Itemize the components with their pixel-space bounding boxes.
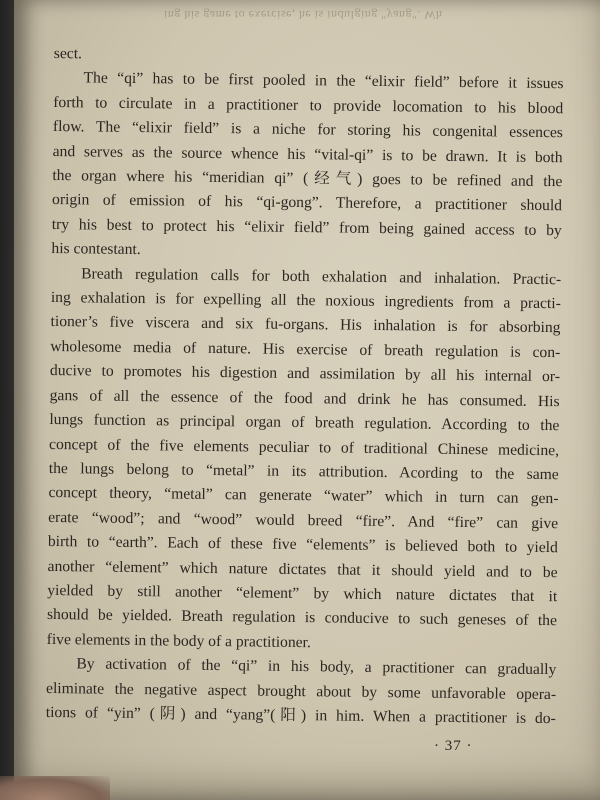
text-line: and serves as the source whence his “vital-qi” is to be drawn. It is both — [52, 142, 563, 166]
text-line: gans of all the essence of the food and drink he has consumed. His — [49, 386, 560, 410]
text-line: ing exhalation is for expelling all the noxious ingredients from a practi- — [50, 289, 561, 313]
text-line: wholesome media of nature. His exercise of breath regulation is con- — [50, 337, 561, 362]
text-line: concept theory, “metal” can generate “water” which in turn can gen- — [48, 484, 559, 508]
text-line: concept of the five elements peculiar to of traditional Chinese medicine, — [48, 435, 560, 459]
text-line: try his best to protect his “elixir field” from being gained access to by — [51, 215, 562, 240]
text-line: By activation of the “qi” in his body, a practitioner can gradually — [76, 655, 557, 679]
page-number: · 37 · — [434, 738, 473, 754]
text-line: flow. The “elixir field” is a niche for storing his congenital essences — [52, 118, 564, 142]
text-line: eliminate the negative aspect brought about by some unfavorable opera- — [46, 679, 557, 703]
text-line: tions of “yin” (阴) and “yang”(阳) in him. When a practitioner is do- — [45, 703, 556, 728]
text-line: should be yielded. Breath regulation is conducive to such geneses of the — [46, 606, 558, 630]
text-line: the lungs belong to “metal” in its attribution. Acording to the same — [48, 459, 559, 484]
thumb-shadow — [0, 776, 110, 800]
bleed-through-text: ing his game to exercise, he is indulging "yang". Wh — [164, 8, 443, 22]
book-page — [14, 0, 600, 800]
text-line: his contestant. — [51, 240, 141, 259]
text-line: sect. — [53, 44, 83, 63]
text-line: origin of emission of his “qi-gong”. Therefore, a practitioner should — [51, 191, 563, 215]
text-line: another “element” which nature dictates that it should yield and to be — [47, 557, 558, 581]
text-line: ducive to promotes his digestion and assimilation by all his internal or- — [49, 362, 561, 386]
text-line: five elements in the body of a practitioner. — [46, 630, 311, 651]
text-line: yielded by still another “element” by which nature dictates that it — [47, 581, 558, 606]
page-body — [46, 42, 564, 732]
text-line: lungs function as principal organ of breath regulation. According to the — [49, 411, 560, 435]
text-line: forth to circulate in a practitioner to provide locomation to his blood — [53, 93, 564, 118]
text-line: Breath regulation calls for both exhalation and inhalation. Practic- — [81, 265, 562, 288]
text-line: the organ where his “meridian qi” (经气) goes to be refined and the — [52, 167, 563, 191]
text-line: erate “wood”; and “wood” would breed “fire”. And “fire” can give — [48, 508, 559, 532]
text-line: tioner’s five viscera and six fu-organs. His inhalation is for absorbing — [50, 313, 561, 337]
text-line: The “qi” has to be first pooled in the “elixir field” before it issues — [83, 69, 564, 93]
text-line: birth to “earth”. Each of these five “elements” is believed both to yield — [47, 533, 558, 557]
